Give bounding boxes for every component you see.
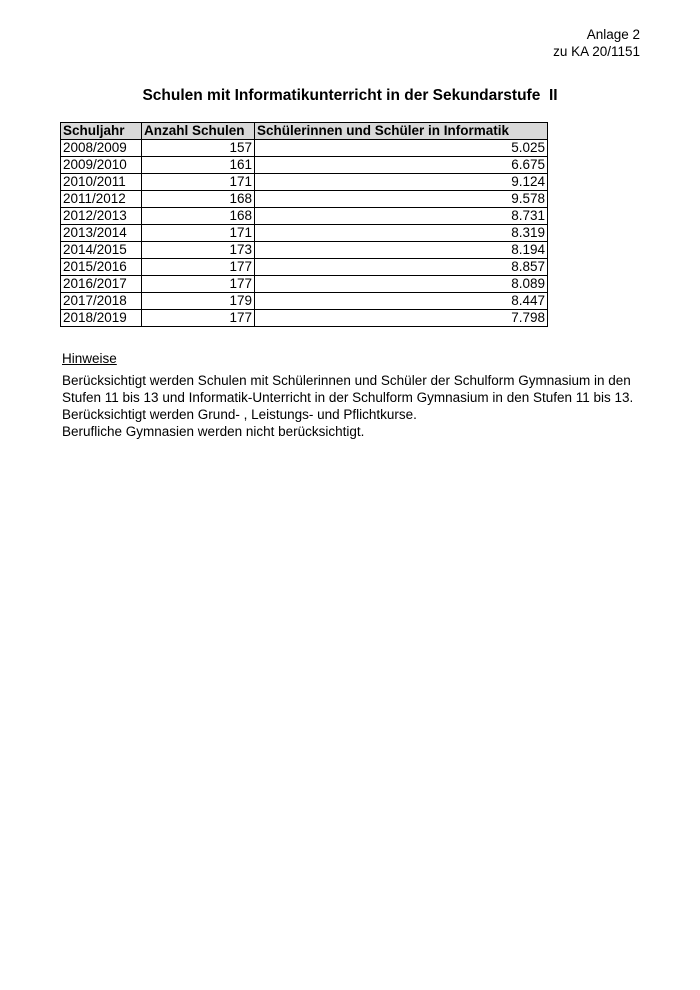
table-row bbox=[61, 242, 548, 259]
cell-anzahl-schulen: 168 bbox=[142, 191, 255, 208]
cell-schueler-informatik: 8.319 bbox=[255, 225, 548, 242]
cell-schueler-informatik: 9.578 bbox=[255, 191, 548, 208]
table-row bbox=[61, 225, 548, 242]
cell-anzahl-schulen: 168 bbox=[142, 208, 255, 225]
cell-schueler-informatik: 7.798 bbox=[255, 310, 548, 327]
table-row bbox=[61, 259, 548, 276]
column-header-schueler-informatik: Schülerinnen und Schüler in Informatik bbox=[255, 123, 548, 140]
table-row bbox=[61, 157, 548, 174]
cell-schuljahr: 2017/2018 bbox=[61, 293, 142, 310]
cell-schueler-informatik: 5.025 bbox=[255, 140, 548, 157]
table-row bbox=[61, 208, 548, 225]
annex-reference bbox=[553, 26, 640, 60]
cell-schuljahr: 2011/2012 bbox=[61, 191, 142, 208]
cell-schuljahr: 2016/2017 bbox=[61, 276, 142, 293]
cell-schuljahr: 2015/2016 bbox=[61, 259, 142, 276]
notes-heading: Hinweise bbox=[62, 351, 117, 366]
table-row bbox=[61, 174, 548, 191]
document-reference: zu KA 20/1151 bbox=[553, 44, 640, 59]
cell-schueler-informatik: 9.124 bbox=[255, 174, 548, 191]
column-header-anzahl-schulen: Anzahl Schulen bbox=[142, 123, 255, 140]
notes-paragraph: Berücksichtigt werden Grund- , Leistungs- und Pflichtkurse. bbox=[62, 407, 417, 422]
notes-section bbox=[62, 350, 642, 440]
cell-anzahl-schulen: 171 bbox=[142, 225, 255, 242]
table-row bbox=[61, 310, 548, 327]
cell-schuljahr: 2008/2009 bbox=[61, 140, 142, 157]
cell-schueler-informatik: 8.857 bbox=[255, 259, 548, 276]
table-row bbox=[61, 293, 548, 310]
cell-schuljahr: 2012/2013 bbox=[61, 208, 142, 225]
cell-schuljahr: 2013/2014 bbox=[61, 225, 142, 242]
cell-anzahl-schulen: 177 bbox=[142, 310, 255, 327]
cell-anzahl-schulen: 157 bbox=[142, 140, 255, 157]
cell-anzahl-schulen: 173 bbox=[142, 242, 255, 259]
annex-label: Anlage 2 bbox=[586, 27, 640, 42]
cell-schueler-informatik: 8.194 bbox=[255, 242, 548, 259]
cell-anzahl-schulen: 179 bbox=[142, 293, 255, 310]
notes-paragraph: Berufliche Gymnasien werden nicht berücksichtigt. bbox=[62, 424, 365, 439]
column-header-schuljahr: Schuljahr bbox=[61, 123, 142, 140]
cell-schueler-informatik: 8.089 bbox=[255, 276, 548, 293]
table-header-row bbox=[61, 123, 548, 140]
cell-schueler-informatik: 8.447 bbox=[255, 293, 548, 310]
table-row bbox=[61, 276, 548, 293]
cell-anzahl-schulen: 177 bbox=[142, 259, 255, 276]
cell-schuljahr: 2009/2010 bbox=[61, 157, 142, 174]
cell-anzahl-schulen: 177 bbox=[142, 276, 255, 293]
cell-schuljahr: 2010/2011 bbox=[61, 174, 142, 191]
cell-schuljahr: 2018/2019 bbox=[61, 310, 142, 327]
cell-schuljahr: 2014/2015 bbox=[61, 242, 142, 259]
cell-anzahl-schulen: 161 bbox=[142, 157, 255, 174]
cell-schueler-informatik: 8.731 bbox=[255, 208, 548, 225]
page-title: Schulen mit Informatikunterricht in der Sekundarstufe II bbox=[142, 87, 558, 104]
notes-paragraph: Berücksichtigt werden Schulen mit Schülerinnen und Schüler der Schulform Gymnasium in den Stufen 11 bis 13 und Informatik-Unterricht in der Schulform Gymnasium in den Stufen 11 bis 13. bbox=[62, 373, 634, 405]
table-row bbox=[61, 191, 548, 208]
data-table bbox=[60, 122, 548, 327]
cell-anzahl-schulen: 171 bbox=[142, 174, 255, 191]
cell-schueler-informatik: 6.675 bbox=[255, 157, 548, 174]
table-row bbox=[61, 140, 548, 157]
